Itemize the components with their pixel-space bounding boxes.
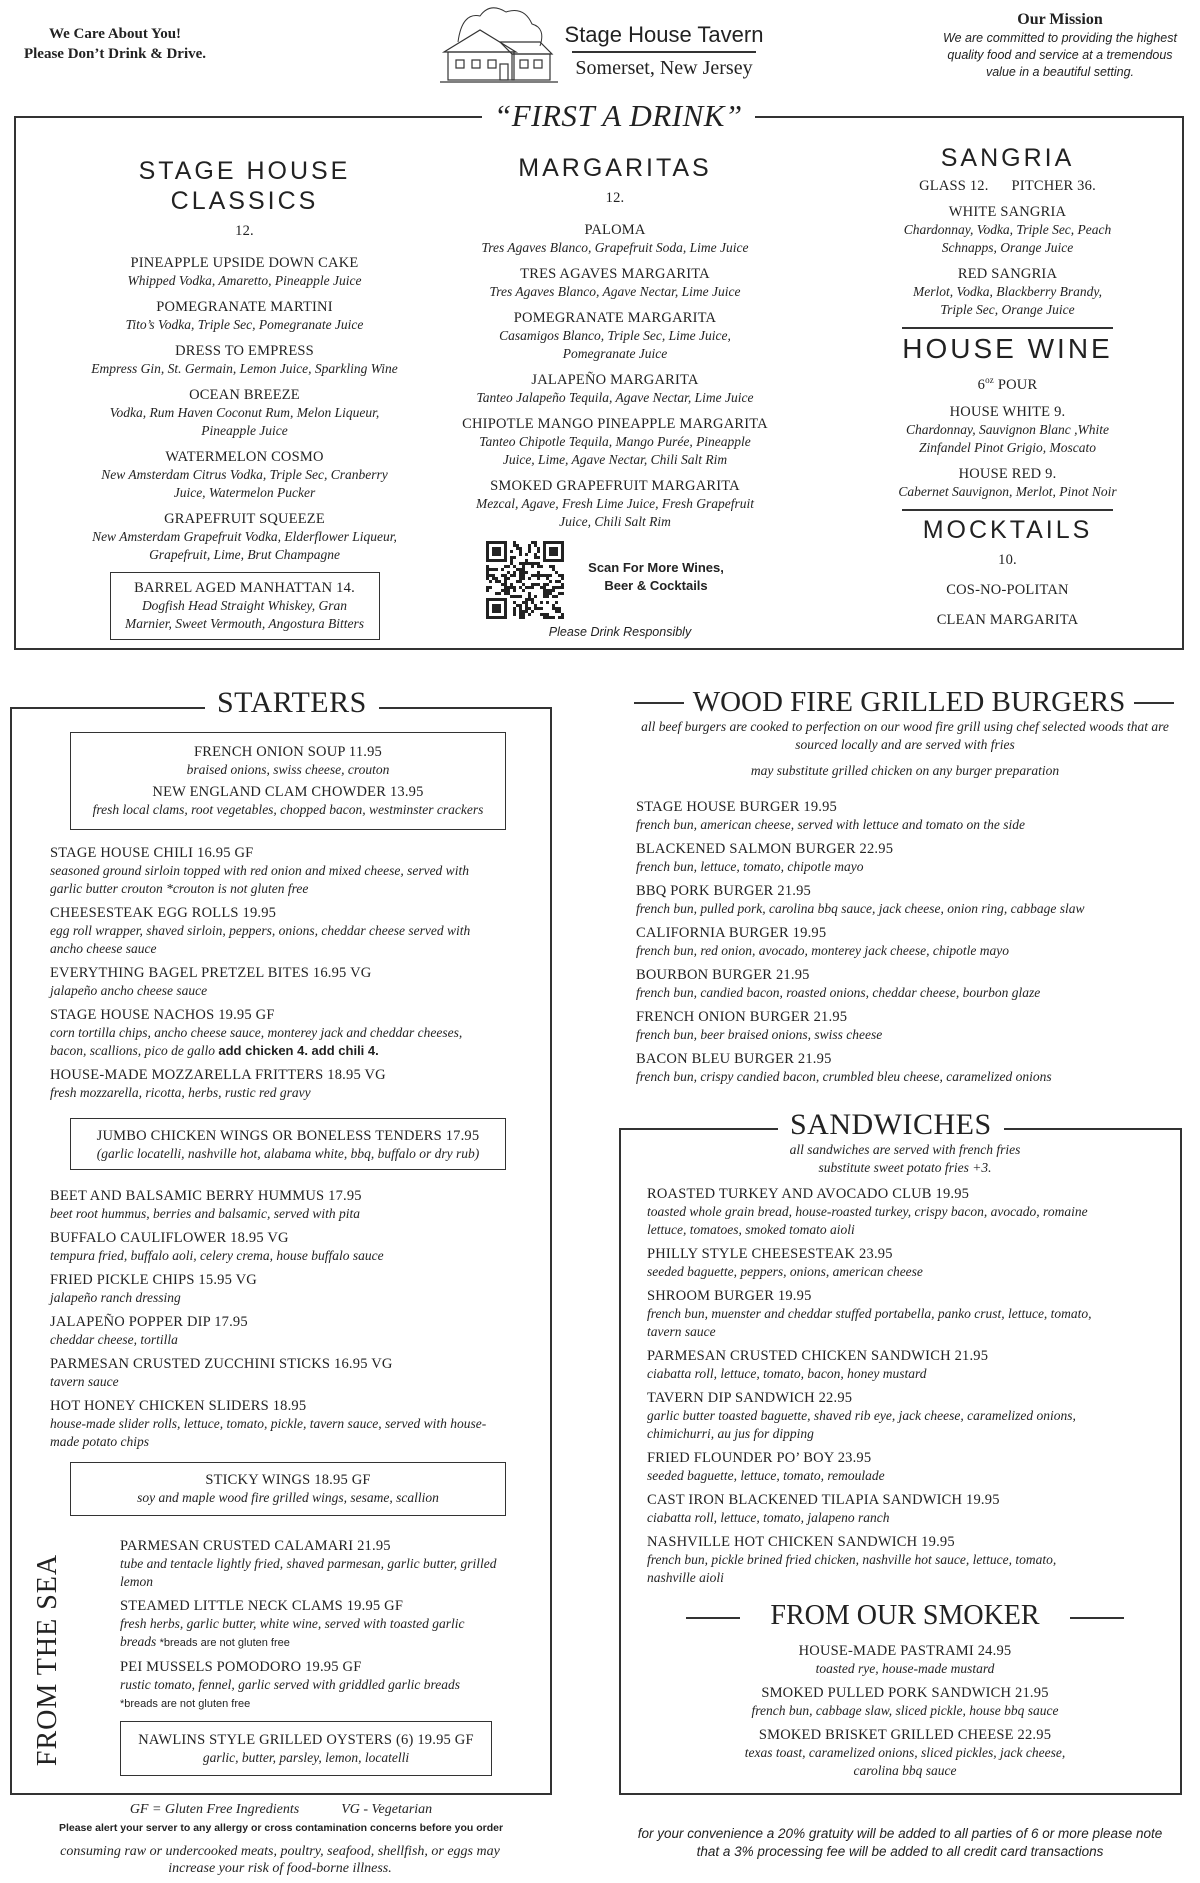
menu-item: [62, 448, 427, 502]
item-desc: Tanteo Chipotle Tequila, Mango Purée, Pineapple Juice, Lime, Agave Nectar, Chili Salt Rim: [479, 434, 751, 467]
sandwiches-subtitle-2: substitute sweet potato fries +3.: [818, 1160, 992, 1175]
sangria-section: [880, 143, 1135, 641]
menu-item: [647, 1491, 1167, 1527]
menu-item: [455, 477, 775, 531]
item-name: HOUSE WHITE 9.: [949, 404, 1066, 421]
item-name: ROASTED TURKEY AND AVOCADO CLUB 19.95: [647, 1186, 970, 1202]
item-name: NASHVILLE HOT CHICKEN SANDWICH 19.95: [647, 1534, 955, 1550]
item-desc: New Amsterdam Grapefruit Vodka, Elderflower Liqueur, Grapefruit, Lime, Brut Champagne: [92, 529, 397, 562]
wine-pour: [880, 371, 1135, 394]
burgers-note: may substitute grilled chicken on any burger preparation: [750, 763, 1060, 778]
restaurant-name: Stage House Tavern: [564, 22, 764, 47]
menu-item: [50, 1397, 520, 1451]
menu-item: [636, 882, 1176, 918]
drinks-heading: “FIRST A DRINK”: [482, 98, 755, 134]
menu-item: [880, 581, 1135, 599]
menu-item: [660, 1684, 1150, 1720]
burgers-rule-left: [634, 702, 684, 704]
item-name: CHEESESTEAK EGG ROLLS 19.95: [50, 905, 277, 921]
wings-box: [70, 1118, 506, 1170]
menu-item: [636, 966, 1176, 1002]
item-name: TRES AGAVES MARGARITA: [520, 266, 710, 282]
menu-item: [647, 1287, 1167, 1341]
menu-item: [455, 221, 775, 257]
menu-item: [455, 415, 775, 469]
item-desc: Cabernet Sauvignon, Merlot, Pinot Noir: [898, 484, 1117, 500]
item-desc: seeded baguette, lettuce, tomato, remoulade: [647, 1468, 885, 1483]
pour-label: POUR: [994, 376, 1038, 393]
item-desc: garlic, butter, parsley, lemon, locatelli: [202, 1750, 410, 1765]
from-the-sea-title: [30, 1550, 66, 1770]
item-name: POMEGRANATE MARTINI: [156, 299, 333, 315]
item-name: COS-NO-POLITAN: [946, 581, 1069, 598]
item-desc: garlic butter toasted baguette, shaved rib eye, jack cheese, caramelized onions, chimichurri, au jus for dipping: [647, 1408, 1076, 1441]
menu-item: [120, 1537, 520, 1591]
item-name: WATERMELON COSMO: [165, 449, 324, 465]
menu-item: [636, 1008, 1176, 1044]
item-desc: Empress Gin, St. Germain, Lemon Juice, Sparkling Wine: [91, 361, 398, 376]
mocktails-price: 10.: [998, 551, 1017, 568]
item-desc: french bun, lettuce, tomato, chipotle mayo: [636, 859, 864, 874]
item-name: GRAPEFRUIT SQUEEZE: [164, 511, 325, 527]
pour-size: 6: [977, 376, 986, 393]
smoker-rule-left: [686, 1617, 740, 1619]
menu-item: [880, 465, 1135, 501]
item-name: JALAPEÑO MARGARITA: [531, 372, 699, 388]
menu-item: [647, 1389, 1167, 1443]
item-name: HOUSE-MADE MOZZARELLA FRITTERS 18.95 VG: [50, 1067, 386, 1083]
item-name: POMEGRANATE MARGARITA: [513, 310, 717, 326]
wine-divider: [902, 509, 1113, 511]
mission-title: Our Mission: [1017, 11, 1103, 28]
item-name: SMOKED GRAPEFRUIT MARGARITA: [490, 478, 740, 494]
allergy-notice: Please alert your server to any allergy or cross contamination concerns before you order: [58, 1822, 504, 1834]
menu-item: [455, 309, 775, 363]
item-name: PHILLY STYLE CHEESESTEAK 23.95: [647, 1246, 893, 1262]
item-name: JALAPEÑO POPPER DIP 17.95: [50, 1314, 248, 1330]
item-desc: Whipped Vodka, Amaretto, Pineapple Juice: [127, 273, 362, 288]
menu-item: [62, 298, 427, 334]
item-desc: toasted rye, house-made mustard: [815, 1661, 995, 1676]
scan-text: Scan For More Wines, Beer & Cocktails: [588, 560, 724, 593]
menu-item: [636, 798, 1176, 834]
item-desc: ciabatta roll, lettuce, tomato, jalapeno ranch: [647, 1510, 890, 1525]
mission-text: We are committed to providing the highest quality food and service at a tremendous value in a beautiful setting.: [943, 31, 1177, 79]
item-name: PARMESAN CRUSTED CHICKEN SANDWICH 21.95: [647, 1348, 989, 1364]
item-desc: Vodka, Rum Haven Coconut Rum, Melon Liqueur, Pineapple Juice: [109, 405, 380, 438]
item-desc: french bun, crispy candied bacon, crumbled bleu cheese, caramelized onions: [636, 1069, 1052, 1084]
starters-list-2: [50, 1187, 520, 1457]
item-name: TAVERN DIP SANDWICH 22.95: [647, 1390, 853, 1406]
item-desc: tube and tentacle lightly fried, shaved parmesan, garlic butter, grilled lemon: [120, 1556, 497, 1589]
item-desc: Dogfish Head Straight Whiskey, Gran Marnier, Sweet Vermouth, Angostura Bitters: [125, 598, 364, 631]
item-desc: french bun, red onion, avocado, monterey jack cheese, chipotle mayo: [636, 943, 1010, 958]
item-desc: cheddar cheese, tortilla: [50, 1332, 178, 1347]
item-name: WHITE SANGRIA: [948, 204, 1067, 220]
item-name: FRENCH ONION BURGER 21.95: [636, 1009, 848, 1025]
tavern-illustration: [440, 2, 558, 86]
item-desc: soy and maple wood fire grilled wings, sesame, scallion: [137, 1490, 439, 1505]
item-name: FRIED FLOUNDER PO’ BOY 23.95: [647, 1450, 872, 1466]
menu-item: [647, 1347, 1167, 1383]
margaritas-title: MARGARITAS: [518, 154, 712, 182]
soups-box: [70, 732, 506, 830]
mission-block: [935, 10, 1185, 81]
item-name: CAST IRON BLACKENED TILAPIA SANDWICH 19.95: [647, 1492, 1000, 1508]
item-desc: Tanteo Jalapeño Tequila, Agave Nectar, Lime Juice: [476, 390, 754, 405]
item-desc: texas toast, caramelized onions, sliced pickles, jack cheese, carolina bbq sauce: [744, 1745, 1066, 1778]
item-name: RED SANGRIA: [957, 266, 1058, 282]
item-desc: french bun, cabbage slaw, sliced pickle, house bbq sauce: [751, 1703, 1059, 1718]
item-desc: fresh local clams, root vegetables, chopped bacon, westminster crackers: [92, 802, 484, 817]
item-name: PARMESAN CRUSTED CALAMARI 21.95: [120, 1538, 391, 1554]
menu-item: [660, 1642, 1150, 1678]
item-desc: ciabatta roll, lettuce, tomato, bacon, honey mustard: [647, 1366, 927, 1381]
sandwiches-subtitle-1: all sandwiches are served with french fries: [789, 1142, 1021, 1157]
diet-legend: [10, 1802, 552, 1818]
sticky-wings-box: [70, 1462, 506, 1516]
item-name: BUFFALO CAULIFLOWER 18.95 VG: [50, 1230, 289, 1246]
burgers-rule-right: [1134, 702, 1174, 704]
item-name: BOURBON BURGER 21.95: [636, 967, 810, 983]
menu-item: [880, 265, 1135, 319]
item-desc: (garlic locatelli, nashville hot, alabama white, bbq, buffalo or dry rub): [96, 1146, 480, 1161]
item-name: PEI MUSSELS POMODORO 19.95 GF: [120, 1659, 362, 1675]
menu-item: [880, 611, 1135, 629]
item-desc: jalapeño ranch dressing: [50, 1290, 181, 1305]
notice-line-2: Please Don’t Drink & Drive.: [23, 46, 207, 62]
item-note: *breads are not gluten free: [120, 1698, 251, 1710]
item-name: CLEAN MARGARITA: [936, 611, 1079, 628]
item-name: PINEAPPLE UPSIDE DOWN CAKE: [130, 255, 359, 271]
item-desc: Mezcal, Agave, Fresh Lime Juice, Fresh Grapefruit Juice, Chili Salt Rim: [475, 496, 755, 529]
restaurant-location: Somerset, New Jersey: [575, 56, 753, 79]
menu-item: [77, 743, 499, 779]
menu-item: [50, 1313, 520, 1349]
item-name: BBQ PORK BURGER 21.95: [636, 883, 812, 899]
menu-item: [62, 510, 427, 564]
item-desc: beet root hummus, berries and balsamic, served with pita: [50, 1206, 360, 1221]
classics-price: 12.: [235, 223, 254, 239]
menu-item: [50, 1006, 520, 1060]
item-name: CALIFORNIA BURGER 19.95: [636, 925, 827, 941]
item-name: NEW ENGLAND CLAM CHOWDER 13.95: [152, 784, 424, 800]
item-desc: Chardonnay, Vodka, Triple Sec, Peach Schnapps, Orange Juice: [903, 222, 1112, 255]
item-name: STEAMED LITTLE NECK CLAMS 19.95 GF: [120, 1598, 404, 1614]
classics-title: STAGE HOUSE CLASSICS: [138, 157, 351, 215]
item-desc: tempura fried, buffalo aoli, celery crema, house buffalo sauce: [50, 1248, 384, 1263]
menu-item: [120, 1658, 520, 1713]
item-name: STICKY WINGS 18.95 GF: [205, 1472, 371, 1488]
item-name: BACON BLEU BURGER 21.95: [636, 1051, 832, 1067]
vg-legend: VG - Vegetarian: [341, 1802, 433, 1817]
smoker-title: FROM OUR SMOKER: [770, 1600, 1040, 1631]
item-name: OCEAN BREEZE: [189, 387, 300, 403]
item-note: *breads are not gluten free: [159, 1637, 290, 1649]
classics-section: [62, 156, 427, 640]
item-desc: toasted whole grain bread, house-roasted turkey, crispy bacon, avocado, romaine lettuce, tomatoes, smoked tomato aioli: [647, 1204, 1088, 1237]
item-desc: house-made slider rolls, lettuce, tomato, pickle, tavern sauce, served with house-made potato chips: [50, 1416, 487, 1449]
margaritas-price: 12.: [605, 190, 625, 206]
brand-divider: [572, 51, 756, 53]
raw-food-warning: consuming raw or undercooked meats, poultry, seafood, shellfish, or eggs may increase your risk of food-borne illness.: [60, 1844, 500, 1876]
item-add-ons: add chicken 4. add chili 4.: [218, 1043, 379, 1058]
starters-list-1: [50, 844, 520, 1108]
sandwiches-title: SANDWICHES: [778, 1108, 1004, 1142]
gratuity-notice: for your convenience a 20% gratuity will be added to all parties of 6 or more please note that a 3% processing fee will be added to all credit card transactions: [637, 1826, 1163, 1859]
item-desc: french bun, pulled pork, carolina bbq sauce, jack cheese, onion ring, cabbage slaw: [636, 901, 1085, 916]
item-name: FRIED PICKLE CHIPS 15.95 VG: [50, 1272, 257, 1288]
menu-item: [62, 342, 427, 378]
item-desc: jalapeño ancho cheese sauce: [50, 983, 208, 998]
item-desc: seasoned ground sirloin topped with red onion and mixed cheese, served with garlic butter crouton *crouton is not gluten free: [50, 863, 469, 896]
menu-item: [50, 1187, 520, 1223]
item-desc: Merlot, Vodka, Blackberry Brandy, Triple Sec, Orange Juice: [913, 284, 1102, 317]
menu-item: [636, 1050, 1176, 1086]
menu-item: [880, 203, 1135, 257]
item-desc: braised onions, swiss cheese, crouton: [186, 762, 390, 777]
smoker-rule-right: [1070, 1617, 1124, 1619]
menu-item: [647, 1449, 1167, 1485]
item-name: HOUSE-MADE PASTRAMI 24.95: [798, 1643, 1012, 1659]
item-name: JUMBO CHICKEN WINGS OR BONELESS TENDERS 17.95: [96, 1128, 480, 1144]
item-desc: french bun, candied bacon, roasted onions, cheddar cheese, bourbon glaze: [636, 985, 1041, 1000]
menu-item: [62, 386, 427, 440]
drink-responsibly: Please Drink Responsibly: [548, 625, 692, 639]
mocktails-title: MOCKTAILS: [922, 515, 1093, 544]
sangria-divider: [902, 327, 1113, 329]
sangria-title: SANGRIA: [940, 144, 1075, 172]
pour-unit: oz: [985, 374, 995, 385]
item-name: STAGE HOUSE NACHOS 19.95 GF: [50, 1007, 275, 1023]
item-desc: Tres Agaves Blanco, Agave Nectar, Lime Juice: [489, 284, 741, 299]
menu-item: [455, 371, 775, 407]
item-desc: corn tortilla chips, ancho cheese sauce, monterey jack and cheddar cheeses, bacon, scallions, pico de gallo add chicken 4. add chili 4.: [50, 1025, 463, 1058]
burgers-list: [636, 798, 1176, 1092]
item-name: PARMESAN CRUSTED ZUCCHINI STICKS 16.95 VG: [50, 1356, 393, 1372]
gf-legend: GF = Gluten Free Ingredients: [129, 1802, 300, 1817]
sangria-prices: GLASS 12. PITCHER 36.: [919, 178, 1096, 194]
item-name: DRESS TO EMPRESS: [175, 343, 314, 359]
item-name: SHROOM BURGER 19.95: [647, 1288, 812, 1304]
item-desc: french bun, american cheese, served with lettuce and tomato on the side: [636, 817, 1026, 832]
item-desc: Chardonnay, Sauvignon Blanc ,White Zinfandel Pinot Grigio, Moscato: [905, 422, 1110, 456]
item-name: NAWLINS STYLE GRILLED OYSTERS (6) 19.95 GF: [138, 1732, 474, 1748]
menu-item: [50, 1066, 520, 1102]
margaritas-section: [455, 153, 775, 539]
item-name: EVERYTHING BAGEL PRETZEL BITES 16.95 VG: [50, 965, 372, 981]
item-desc: tavern sauce: [50, 1374, 119, 1389]
item-desc: french bun, muenster and cheddar stuffed portabella, panko crust, lettuce, tomato, tavern sauce: [647, 1306, 1092, 1339]
item-desc: Tres Agaves Blanco, Grapefruit Soda, Lime Juice: [481, 240, 749, 255]
starters-title: STARTERS: [205, 686, 379, 720]
notice-line-1: We Care About You!: [48, 26, 182, 42]
item-desc: fresh mozzarella, ricotta, herbs, rustic red gravy: [50, 1085, 311, 1100]
qr-code[interactable]: [486, 541, 564, 619]
sandwiches-list: [647, 1185, 1167, 1593]
menu-item: [50, 904, 520, 958]
smoker-list: [660, 1642, 1150, 1786]
item-desc: french bun, beer braised onions, swiss cheese: [636, 1027, 883, 1042]
menu-item: [636, 924, 1176, 960]
item-name: FRENCH ONION SOUP 11.95: [193, 744, 383, 760]
manhattan-box: [110, 572, 380, 640]
sea-list: [120, 1537, 520, 1719]
item-desc: Casamigos Blanco, Triple Sec, Lime Juice, Pomegranate Juice: [499, 328, 731, 361]
menu-item: [647, 1185, 1167, 1239]
item-desc: New Amsterdam Citrus Vodka, Triple Sec, Cranberry Juice, Watermelon Pucker: [101, 467, 388, 500]
menu-item: [880, 403, 1135, 457]
drink-drive-notice: [0, 24, 230, 64]
menu-item: [647, 1245, 1167, 1281]
menu-item: [636, 840, 1176, 876]
item-name: SMOKED BRISKET GRILLED CHEESE 22.95: [758, 1727, 1052, 1743]
menu-item: [660, 1726, 1150, 1780]
burgers-subtitle: all beef burgers are cooked to perfection on our wood fire grill using chef selected woods that are sourced locally and are served with fries: [641, 719, 1169, 752]
item-desc: seeded baguette, peppers, onions, american cheese: [647, 1264, 923, 1279]
item-name: BEET AND BALSAMIC BERRY HUMMUS 17.95: [50, 1188, 362, 1204]
item-name: CHIPOTLE MANGO PINEAPPLE MARGARITA: [462, 416, 768, 432]
wine-title: HOUSE WINE: [902, 332, 1113, 364]
item-name: HOT HONEY CHICKEN SLIDERS 18.95: [50, 1398, 307, 1414]
item-name: STAGE HOUSE CHILI 16.95 GF: [50, 845, 254, 861]
menu-item: [62, 254, 427, 290]
item-name: HOUSE RED 9.: [958, 466, 1057, 483]
menu-item: [50, 1229, 520, 1265]
menu-item: [50, 964, 520, 1000]
item-name: STAGE HOUSE BURGER 19.95: [636, 799, 838, 815]
oysters-box: [120, 1721, 492, 1776]
item-name: SMOKED PULLED PORK SANDWICH 21.95: [761, 1685, 1049, 1701]
menu-item: [455, 265, 775, 301]
menu-item: [120, 1597, 520, 1652]
menu-item: [50, 1271, 520, 1307]
item-desc: rustic tomato, fennel, garlic served with griddled garlic breads *breads are not gluten free: [120, 1677, 460, 1710]
item-name: BARREL AGED MANHATTAN 14.: [134, 580, 355, 596]
menu-item: [50, 844, 520, 898]
sea-title-text: FROM THE SEA: [32, 1553, 63, 1767]
item-desc: french bun, pickle brined fried chicken, nashville hot sauce, lettuce, tomato, nashville aioli: [647, 1552, 1057, 1585]
brand-block: [564, 22, 764, 80]
menu-item: [77, 783, 499, 819]
menu-item: [647, 1533, 1167, 1587]
item-desc: fresh herbs, garlic butter, white wine, served with toasted garlic breads *breads are not gluten free: [120, 1616, 465, 1649]
menu-item: [50, 1355, 520, 1391]
item-desc: egg roll wrapper, shaved sirloin, peppers, onions, cheddar cheese served with ancho cheese sauce: [50, 923, 471, 956]
burgers-title: WOOD FIRE GRILLED BURGERS: [692, 686, 1126, 718]
item-desc: Tito’s Vodka, Triple Sec, Pomegranate Juice: [125, 317, 364, 332]
item-name: PALOMA: [584, 222, 646, 238]
item-name: BLACKENED SALMON BURGER 22.95: [636, 841, 894, 857]
